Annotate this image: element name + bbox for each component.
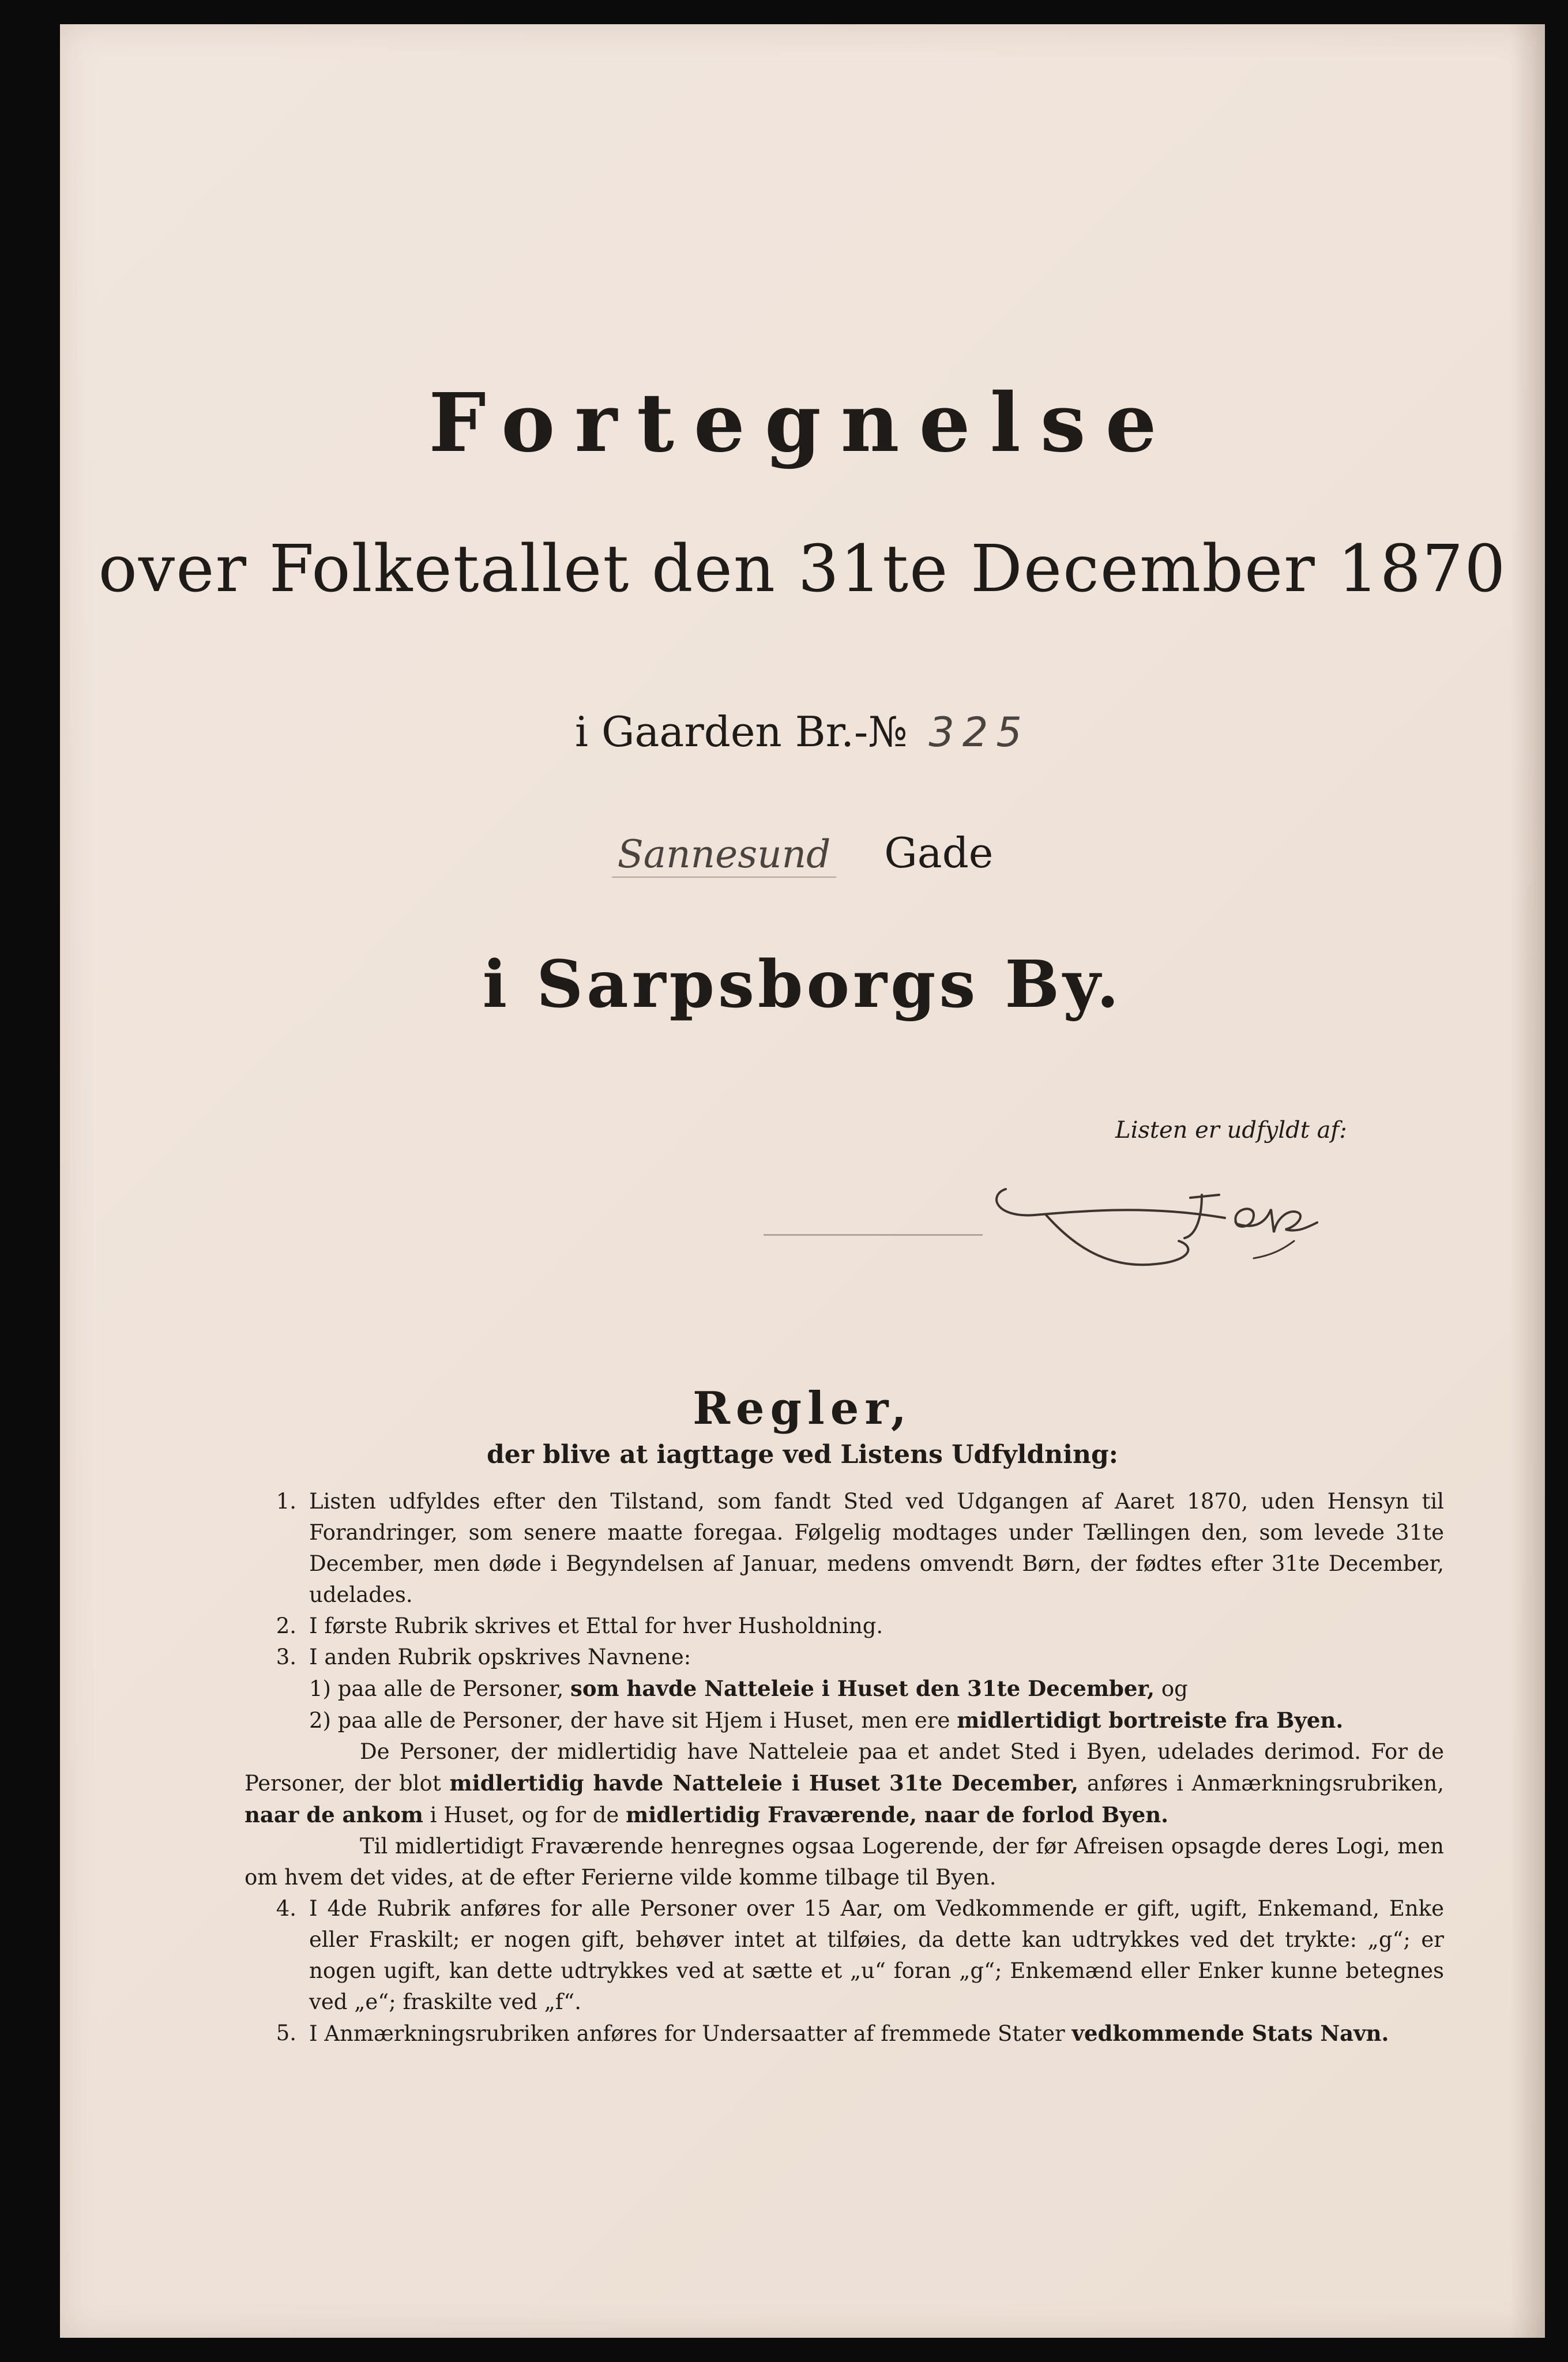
rule-text: og xyxy=(1161,1676,1188,1701)
rule-emphasis: midlertidig havde Natteleie i Huset 31te December, xyxy=(449,1770,1079,1796)
rule-text-part: I Anmærkningsrubriken anføres for Undersaatter af fremmede Stater xyxy=(309,2021,1065,2046)
rule-3 xyxy=(245,1642,1444,1673)
rule-text: i Huset, og for de xyxy=(430,1803,619,1827)
page-edge-shadow xyxy=(1510,24,1545,2338)
rule-text: I 4de Rubrik anføres for alle Personer over 15 Aar, om Vedkommende er gift, ugift, Enkemand, Enke eller Fraskilt; er nogen gift, behøver intet at tilføies, da dette kan udtrykkes ved det trykte: „g“; er nogen ugift, kan dette udtrykkes ved at sætte et „u“ foran „g“; Enkemænd eller Enker kunne betegnes ved „e“; fraskilte ved „f“. xyxy=(309,1896,1444,2014)
census-form-sheet xyxy=(60,24,1545,2338)
form-subtitle: over Folketallet den 31te December 1870 xyxy=(98,532,1507,607)
rule-3-item-1 xyxy=(245,1673,1444,1705)
property-number-label: i Gaarden Br.-№ xyxy=(575,708,908,756)
rule-text xyxy=(309,2018,1444,2049)
rule-emphasis: vedkommende Stats Navn. xyxy=(1071,2021,1389,2046)
rule-text: Listen udfyldes efter den Tilstand, som fandt Sted ved Udgangen af Aaret 1870, uden Hensyn til Forandringer, som senere maatte foregaa. Følgelig modtages under Tællingen den, som levede 31te December, men døde i Begyndelsen af Januar, medens omvendt Børn, der fødtes efter 31te December, udelades. xyxy=(309,1489,1444,1607)
rule-1 xyxy=(245,1486,1444,1611)
rule-number: 2. xyxy=(276,1613,296,1638)
handwritten-signature xyxy=(983,1154,1340,1293)
rule-emphasis: som havde Natteleie i Huset den 31te December, xyxy=(570,1676,1155,1701)
rule-text: 2) paa alle de Personer, der have sit Hjem i Huset, men ere xyxy=(309,1708,950,1733)
rule-3-paragraph-1 xyxy=(245,1736,1444,1831)
property-number-line xyxy=(60,708,1545,756)
rule-number: 5. xyxy=(276,2021,296,2045)
rule-text: anføres i Anmærkningsrubriken, xyxy=(1086,1771,1444,1796)
rule-4 xyxy=(245,1893,1444,2018)
rule-3-paragraph-2: Til midlertidigt Fraværende henregnes ogsaa Logerende, der før Afreisen opsagde deres Logi, men om hvem det vides, at de efter Ferierne vilde komme tilbage til Byen. xyxy=(245,1834,1444,1890)
town-line: i Sarpsborgs By. xyxy=(482,947,1123,1022)
rules-heading: Regler, xyxy=(693,1382,912,1435)
rule-3-item-2 xyxy=(245,1705,1444,1736)
rule-5 xyxy=(245,2018,1444,2049)
rule-number: 4. xyxy=(276,1896,296,1921)
rule-text: De Personer, der midlertidig have Natteleie paa et andet Sted i Byen, udelades derimod. For de Personer, der blot xyxy=(245,1739,1444,1796)
street-line xyxy=(60,829,1545,878)
rule-text: 1) paa alle de Personer, xyxy=(309,1676,564,1701)
rule-emphasis: midlertidigt bortreiste fra Byen. xyxy=(957,1707,1344,1733)
rule-emphasis: naar de ankom xyxy=(245,1802,423,1827)
rule-text: I første Rubrik skrives et Ettal for hver Husholdning. xyxy=(309,1613,883,1638)
street-name-handwritten: Sannesund xyxy=(612,832,837,878)
rule-emphasis: midlertidig Fraværende, naar de forlod Byen. xyxy=(626,1802,1169,1827)
property-number-handwritten: 325 xyxy=(928,709,1030,756)
form-title: Fortegnelse xyxy=(428,376,1176,471)
rule-text: I anden Rubrik opskrives Navnene: xyxy=(309,1645,691,1669)
rule-2 xyxy=(245,1611,1444,1642)
street-label: Gade xyxy=(884,829,994,877)
rule-number: 3. xyxy=(276,1645,296,1669)
rule-number: 1. xyxy=(276,1489,296,1514)
filled-by-label: Listen er udfyldt af: xyxy=(1115,1117,1347,1144)
rules-list xyxy=(245,1486,1444,2049)
rules-subheading: der blive at iagttage ved Listens Udfyldning: xyxy=(487,1440,1118,1469)
signature-line xyxy=(764,1234,983,1236)
